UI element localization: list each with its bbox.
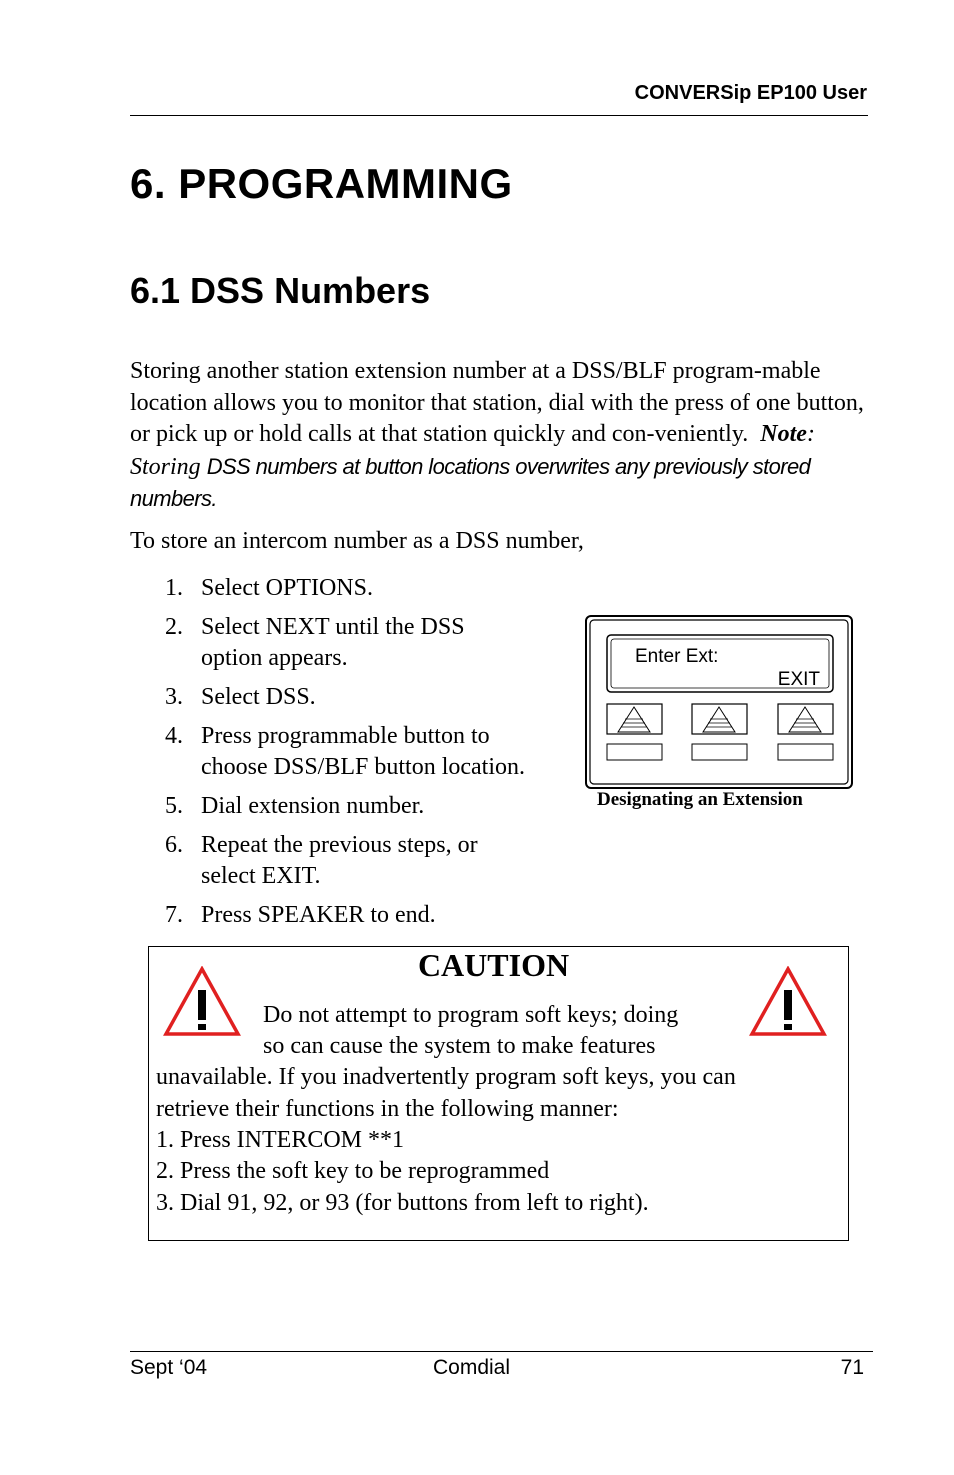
caution-box <box>148 946 849 1241</box>
phone-display-figure <box>585 615 853 789</box>
running-header: CONVERSip EP100 User <box>634 82 867 104</box>
step-number: 3. <box>165 684 183 710</box>
soft-key-center[interactable] <box>692 704 747 734</box>
label-strip-right <box>778 744 833 760</box>
caution-title: CAUTION <box>417 947 570 983</box>
intro-paragraph <box>130 356 875 516</box>
step-text: Repeat the previous steps, or select EXIT. <box>201 832 478 889</box>
step-text: Select NEXT until the DSS option appears. <box>201 614 465 671</box>
step-number: 7. <box>165 902 183 928</box>
figure-caption: Designating an Extension <box>597 789 803 810</box>
header-rule <box>130 115 868 116</box>
paragraph-text: Storing another station extension number at a DSS/BLF program-mable location allows you to monitor that station, dial with the press of one button, or pick up or hold calls at that station quickly and con-veniently. <box>130 358 864 447</box>
footer-rule <box>130 1351 873 1352</box>
steps-intro: To store an intercom number as a DSS number, <box>130 528 584 554</box>
step-item <box>165 612 501 674</box>
caution-line: Do not attempt to program soft keys; doing <box>263 1002 679 1028</box>
lcd-line-1: Enter Ext: <box>635 646 719 667</box>
step-item <box>165 900 565 931</box>
step-text: Dial extension number. <box>201 793 425 819</box>
step-text: Press SPEAKER to end. <box>201 902 436 928</box>
step-number: 6. <box>165 832 183 858</box>
note-text: DSS numbers at button locations overwrites any previously stored numbers. <box>130 453 811 511</box>
caution-line: so can cause the system to make features <box>263 1033 656 1059</box>
footer-date: Sept ‘04 <box>130 1356 208 1379</box>
step-number: 2. <box>165 614 183 640</box>
step-item <box>165 682 565 713</box>
warning-triangle-right-icon <box>749 966 827 1038</box>
caution-step: 1. Press INTERCOM **1 <box>156 1127 405 1153</box>
step-text: Press programmable button to choose DSS/BLF button location. <box>201 723 525 780</box>
step-item <box>165 721 561 783</box>
phone-outer-frame <box>586 616 852 788</box>
label-strip-center <box>692 744 747 760</box>
footer-publisher: Comdial <box>433 1356 511 1379</box>
note-colon: : <box>806 421 815 447</box>
chapter-title: 6. PROGRAMMING <box>130 160 513 207</box>
step-item <box>165 573 565 604</box>
steps-list <box>165 573 565 939</box>
step-text: Select OPTIONS. <box>201 575 373 601</box>
lcd-line-2: EXIT <box>777 669 820 690</box>
caution-step: 2. Press the soft key to be reprogrammed <box>156 1158 550 1184</box>
step-number: 1. <box>165 575 183 601</box>
section-title: 6.1 DSS Numbers <box>130 270 431 311</box>
step-text: Select DSS. <box>201 684 316 710</box>
soft-key-left[interactable] <box>607 704 662 734</box>
caution-line: retrieve their functions in the following manner: <box>156 1096 619 1122</box>
caution-line: unavailable. If you inadvertently program soft keys, you can <box>156 1064 736 1090</box>
soft-key-right[interactable] <box>778 704 833 734</box>
step-item <box>165 830 521 892</box>
step-number: 4. <box>165 723 183 749</box>
note-word: Storing <box>130 453 201 480</box>
label-strip-left <box>607 744 662 760</box>
step-number: 5. <box>165 793 183 819</box>
caution-step: 3. Dial 91, 92, or 93 (for buttons from left to right). <box>156 1190 649 1216</box>
note-label: Note <box>760 421 807 447</box>
page-number: 71 <box>840 1356 864 1379</box>
step-item <box>165 791 565 822</box>
warning-triangle-left-icon <box>163 966 241 1038</box>
